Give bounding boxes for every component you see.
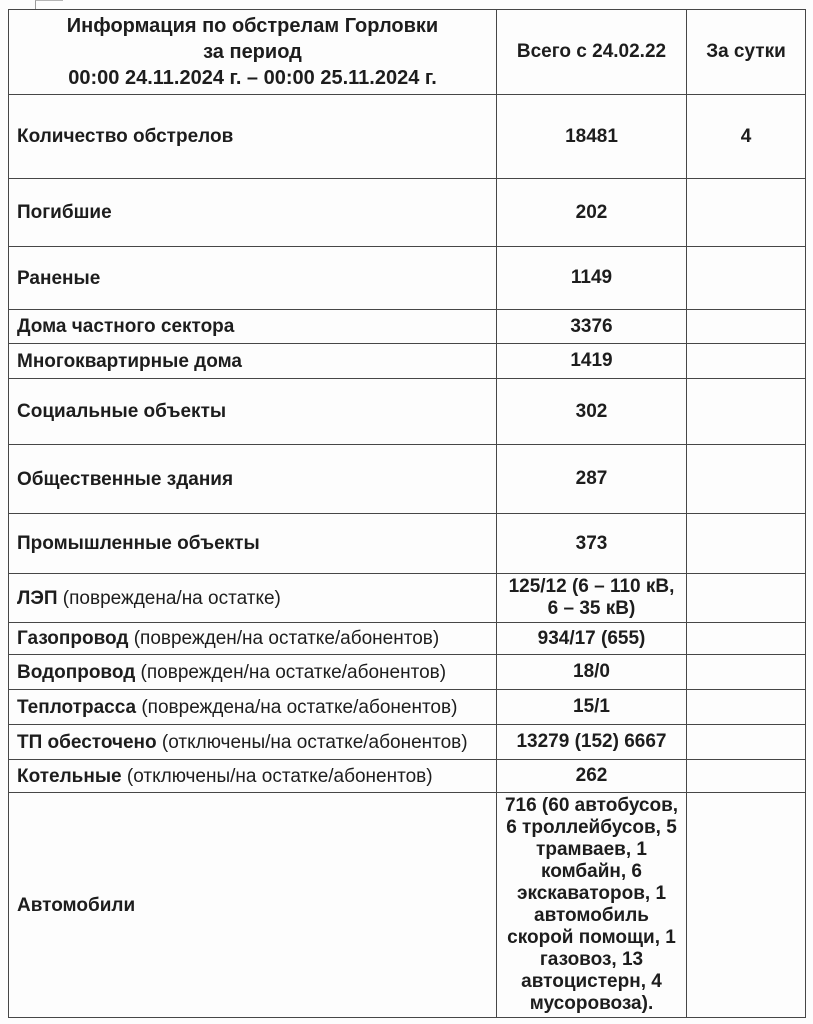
row-total-cell: 716 (60 автобусов, 6 троллейбусов, 5 трамваев, 1 комбайн, 6 экскаваторов, 1 автомобиль скорой помощи, 1 газовоз, 13 автоцистерн, 4 мусоровоза).	[497, 793, 687, 1018]
row-daily-cell	[687, 310, 806, 344]
row-total-cell: 15/1	[497, 690, 687, 725]
row-total-cell: 1419	[497, 344, 687, 379]
column-header-total: Всего с 24.02.22	[497, 10, 687, 95]
row-total-cell: 18481	[497, 95, 687, 179]
row-label-cell	[9, 95, 497, 179]
row-label: ТП обесточено	[17, 731, 157, 753]
table-title	[9, 10, 497, 95]
row-daily-cell	[687, 514, 806, 574]
row-label: Водопровод	[17, 661, 136, 683]
row-label-cell	[9, 760, 497, 793]
table-row	[9, 379, 806, 445]
row-total-cell: 262	[497, 760, 687, 793]
table-row	[9, 725, 806, 760]
table-body	[9, 95, 806, 1018]
row-total-cell: 302	[497, 379, 687, 445]
table-title-line-3: 00:00 24.11.2024 г. – 00:00 25.11.2024 г.	[68, 67, 437, 89]
row-total-cell: 934/17 (655)	[497, 623, 687, 655]
table-title-line-2: за период	[203, 41, 302, 63]
row-total-cell: 1149	[497, 247, 687, 310]
table-title-line-1: Информация по обстрелам Горловки	[66, 15, 439, 37]
row-daily-cell	[687, 793, 806, 1018]
table-row	[9, 310, 806, 344]
table-row	[9, 247, 806, 310]
row-label: Многоквартирные дома	[17, 350, 242, 372]
table-row	[9, 445, 806, 514]
row-label-cell	[9, 574, 497, 623]
row-label-cell	[9, 379, 497, 445]
table-row	[9, 623, 806, 655]
row-note: (повреждена/на остатке)	[57, 587, 281, 609]
row-label-cell	[9, 344, 497, 379]
row-label: Дома частного сектора	[17, 316, 235, 337]
table-row	[9, 760, 806, 793]
row-total-cell: 202	[497, 179, 687, 247]
row-note: (поврежден/на остатке/абонентов)	[135, 661, 447, 683]
shelling-report-table	[8, 9, 806, 1018]
table-row	[9, 95, 806, 179]
row-label: Промышленные объекты	[17, 533, 260, 554]
photo-crop-artifact	[35, 0, 63, 9]
row-total-cell: 3376	[497, 310, 687, 344]
row-daily-cell	[687, 623, 806, 655]
table-row	[9, 793, 806, 1018]
row-label-cell	[9, 247, 497, 310]
row-label: Количество обстрелов	[17, 126, 234, 147]
table-row	[9, 344, 806, 379]
row-label: ЛЭП	[17, 587, 58, 609]
row-daily-cell	[687, 445, 806, 514]
row-daily-cell	[687, 655, 806, 690]
row-label-cell	[9, 793, 497, 1018]
row-label: Общественные здания	[17, 468, 234, 490]
row-daily-cell	[687, 179, 806, 247]
row-label-cell	[9, 445, 497, 514]
row-label: Социальные объекты	[17, 401, 227, 422]
row-label-cell	[9, 655, 497, 690]
row-label: Теплотрасса	[17, 696, 137, 718]
row-note: (повреждена/на остатке/абонентов)	[136, 696, 458, 718]
row-note: (отключены/на остатке/абонентов)	[156, 731, 468, 753]
row-note: (отключены/на остатке/абонентов)	[121, 765, 433, 787]
row-total-cell: 125/12 (6 – 110 кВ, 6 – 35 кВ)	[497, 574, 687, 623]
row-daily-cell	[687, 690, 806, 725]
table-row	[9, 655, 806, 690]
row-label-cell	[9, 725, 497, 760]
row-daily-cell: 4	[687, 95, 806, 179]
row-daily-cell	[687, 760, 806, 793]
table-row	[9, 574, 806, 623]
row-label: Погибшие	[17, 202, 112, 223]
row-label: Автомобили	[17, 894, 136, 916]
row-label-cell	[9, 690, 497, 725]
row-total-cell: 18/0	[497, 655, 687, 690]
row-daily-cell	[687, 379, 806, 445]
row-total-cell: 287	[497, 445, 687, 514]
row-label-cell	[9, 623, 497, 655]
header-row	[9, 10, 806, 95]
row-label-cell	[9, 179, 497, 247]
row-label-cell	[9, 310, 497, 344]
row-total-cell: 13279 (152) 6667	[497, 725, 687, 760]
table-row	[9, 179, 806, 247]
row-total-cell: 373	[497, 514, 687, 574]
row-note: (поврежден/на остатке/абонентов)	[128, 628, 440, 649]
row-daily-cell	[687, 725, 806, 760]
row-label-cell	[9, 514, 497, 574]
row-label: Котельные	[17, 765, 122, 787]
row-daily-cell	[687, 574, 806, 623]
row-daily-cell	[687, 344, 806, 379]
table-header	[9, 10, 806, 95]
table-row	[9, 690, 806, 725]
row-label: Газопровод	[17, 628, 129, 649]
table-row	[9, 514, 806, 574]
column-header-daily: За сутки	[687, 10, 806, 95]
row-label: Раненые	[17, 267, 101, 289]
row-daily-cell	[687, 247, 806, 310]
